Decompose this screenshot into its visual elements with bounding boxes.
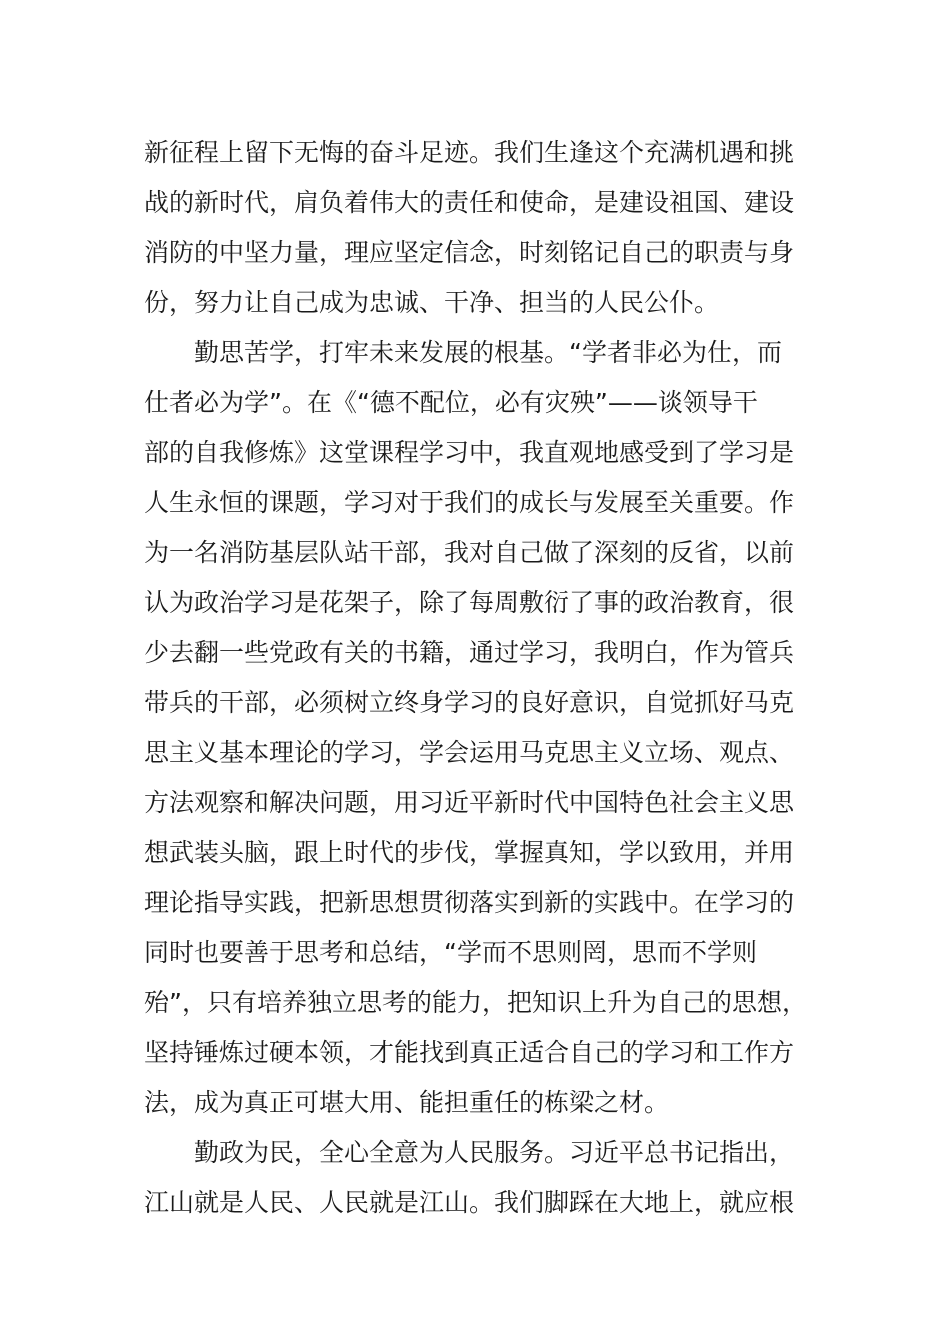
text-line: 为一名消防基层队站干部，我对自己做了深刻的反省，以前 — [144, 538, 795, 567]
text-line: 思主义基本理论的学习，学会运用马克思主义立场、观点、 — [144, 738, 795, 767]
text-line: 人生永恒的课题，学习对于我们的成长与发展至关重要。作 — [144, 488, 795, 517]
text-line: 消防的中坚力量，理应坚定信念，时刻铭记自己的职责与身 — [144, 238, 795, 267]
text-line: 同时也要善于思考和总结，“学而不思则罔，思而不学则 — [144, 938, 757, 967]
body-text — [144, 128, 824, 1228]
text-line: 勤政为民，全心全意为人民服务。习近平总书记指出， — [144, 1138, 795, 1167]
text-line: 江山就是人民、人民就是江山。我们脚踩在大地上，就应根 — [144, 1188, 795, 1217]
text-line: 带兵的干部，必须树立终身学习的良好意识，自觉抓好马克 — [144, 688, 795, 717]
text-line: 想武装头脑，跟上时代的步伐，掌握真知，学以致用，并用 — [144, 838, 795, 867]
text-line: 方法观察和解决问题，用习近平新时代中国特色社会主义思 — [144, 788, 795, 817]
text-line: 殆”，只有培养独立思考的能力，把知识上升为自己的思想， — [144, 988, 807, 1017]
text-line: 理论指导实践，把新思想贯彻落实到新的实践中。在学习的 — [144, 888, 795, 917]
text-line: 认为政治学习是花架子，除了每周敷衍了事的政治教育，很 — [144, 588, 795, 617]
text-line: 坚持锤炼过硬本领，才能找到真正适合自己的学习和工作方 — [144, 1038, 795, 1067]
text-line: 仕者必为学”。在《“德不配位，必有灾殃”——谈领导干 — [144, 388, 758, 417]
text-line: 战的新时代，肩负着伟大的责任和使命，是建设祖国、建设 — [144, 188, 795, 217]
text-line: 勤思苦学，打牢未来发展的根基。“学者非必为仕，而 — [144, 338, 782, 367]
text-line: 少去翻一些党政有关的书籍，通过学习，我明白，作为管兵 — [144, 638, 795, 667]
text-line: 份，努力让自己成为忠诚、干净、担当的人民公仆。 — [144, 288, 720, 317]
text-line: 法，成为真正可堪大用、能担重任的栋梁之材。 — [144, 1088, 670, 1117]
text-line: 部的自我修炼》这堂课程学习中，我直观地感受到了学习是 — [144, 438, 795, 467]
text-line: 新征程上留下无悔的奋斗足迹。我们生逢这个充满机遇和挑 — [144, 138, 795, 167]
